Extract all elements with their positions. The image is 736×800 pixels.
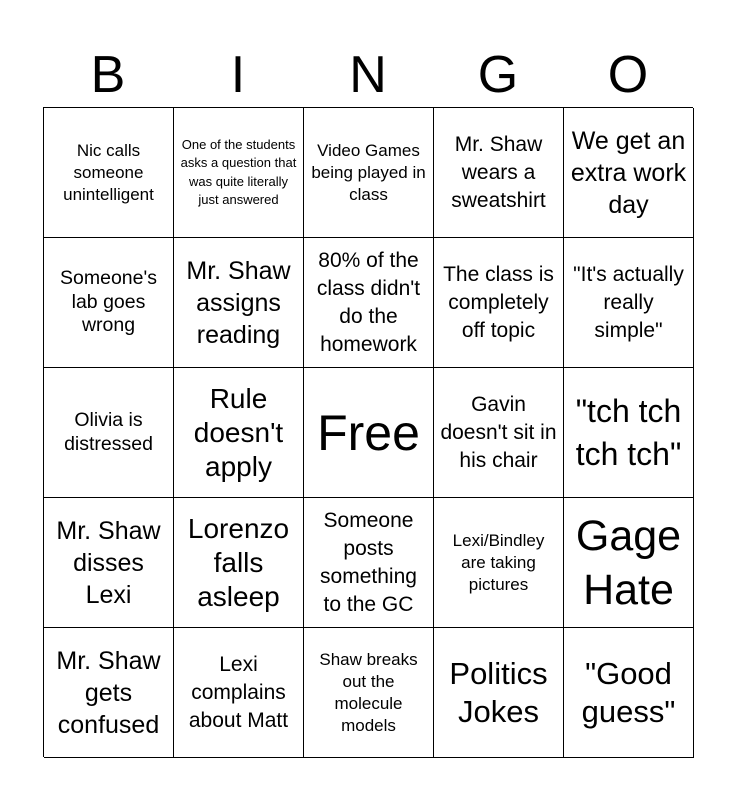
bingo-cell-text: Mr. Shaw assigns reading	[186, 256, 291, 349]
bingo-cell-text: We get an extra work day	[570, 126, 687, 219]
bingo-cell-text: Olivia is distressed	[64, 409, 153, 455]
bingo-cell[interactable]	[564, 368, 694, 498]
bingo-cell-text: One of the students asks a question that was quite literally just answered	[180, 136, 297, 207]
header-letter-g: G	[477, 46, 519, 104]
bingo-cell[interactable]	[174, 238, 304, 368]
bingo-cell[interactable]	[434, 108, 564, 238]
bingo-cell-text: Mr. Shaw wears a sweatshirt	[451, 132, 546, 212]
bingo-cell[interactable]	[304, 498, 434, 628]
bingo-cell[interactable]	[304, 238, 434, 368]
bingo-cell-text: Lexi complains about Matt	[188, 652, 289, 732]
header-letter-i: I	[230, 46, 246, 104]
bingo-cell[interactable]	[44, 498, 174, 628]
header-letter-n: N	[349, 46, 387, 104]
bingo-cell[interactable]	[44, 368, 174, 498]
bingo-cell-text: Lexi/Bindley are taking pictures	[452, 530, 545, 594]
bingo-cell[interactable]	[434, 628, 564, 758]
bingo-cell-text: Video Games being played in class	[311, 140, 426, 204]
bingo-cell[interactable]	[174, 628, 304, 758]
bingo-cell-text: "tch tch tch tch"	[575, 392, 682, 472]
bingo-cell[interactable]	[564, 628, 694, 758]
bingo-cell-text: Lorenzo falls asleep	[187, 512, 290, 612]
bingo-cell[interactable]	[564, 238, 694, 368]
bingo-cell-text: Gavin doesn't sit in his chair	[440, 392, 557, 472]
bingo-free-space[interactable]	[304, 368, 434, 498]
bingo-header	[43, 44, 693, 106]
bingo-cell-text: Rule doesn't apply	[193, 382, 284, 482]
free-space-text: Free	[317, 404, 420, 461]
bingo-cell[interactable]	[174, 498, 304, 628]
bingo-card-grid	[43, 107, 693, 757]
bingo-cell-text: Politics Jokes	[449, 655, 548, 729]
bingo-cell-text: 80% of the class didn't do the homework	[316, 248, 421, 356]
bingo-cell[interactable]	[44, 628, 174, 758]
bingo-cell-text: Someone posts something to the GC	[320, 508, 417, 616]
bingo-cell-text: Someone's lab goes wrong	[60, 267, 157, 337]
bingo-cell[interactable]	[434, 498, 564, 628]
bingo-cell[interactable]	[564, 498, 694, 628]
bingo-cell[interactable]	[174, 108, 304, 238]
bingo-cell[interactable]	[434, 238, 564, 368]
bingo-cell-text: Shaw breaks out the molecule models	[319, 649, 418, 735]
bingo-cell[interactable]	[44, 238, 174, 368]
bingo-cell-text: "It's actually really simple"	[573, 262, 684, 342]
header-letter-b: B	[90, 46, 126, 104]
bingo-cell[interactable]	[304, 108, 434, 238]
bingo-cell[interactable]	[44, 108, 174, 238]
header-letter-o: O	[607, 46, 649, 104]
bingo-cell-text: Nic calls someone unintelligent	[63, 140, 154, 204]
bingo-cell-text: "Good guess"	[581, 655, 676, 729]
bingo-cell-text: The class is completely off topic	[443, 262, 554, 342]
bingo-cell-text: Mr. Shaw gets confused	[56, 646, 161, 739]
bingo-cell[interactable]	[304, 628, 434, 758]
bingo-cell-text: Gage Hate	[575, 511, 682, 614]
bingo-cell[interactable]	[564, 108, 694, 238]
bingo-cell-text: Mr. Shaw disses Lexi	[56, 516, 161, 609]
bingo-cell[interactable]	[174, 368, 304, 498]
bingo-cell[interactable]	[434, 368, 564, 498]
